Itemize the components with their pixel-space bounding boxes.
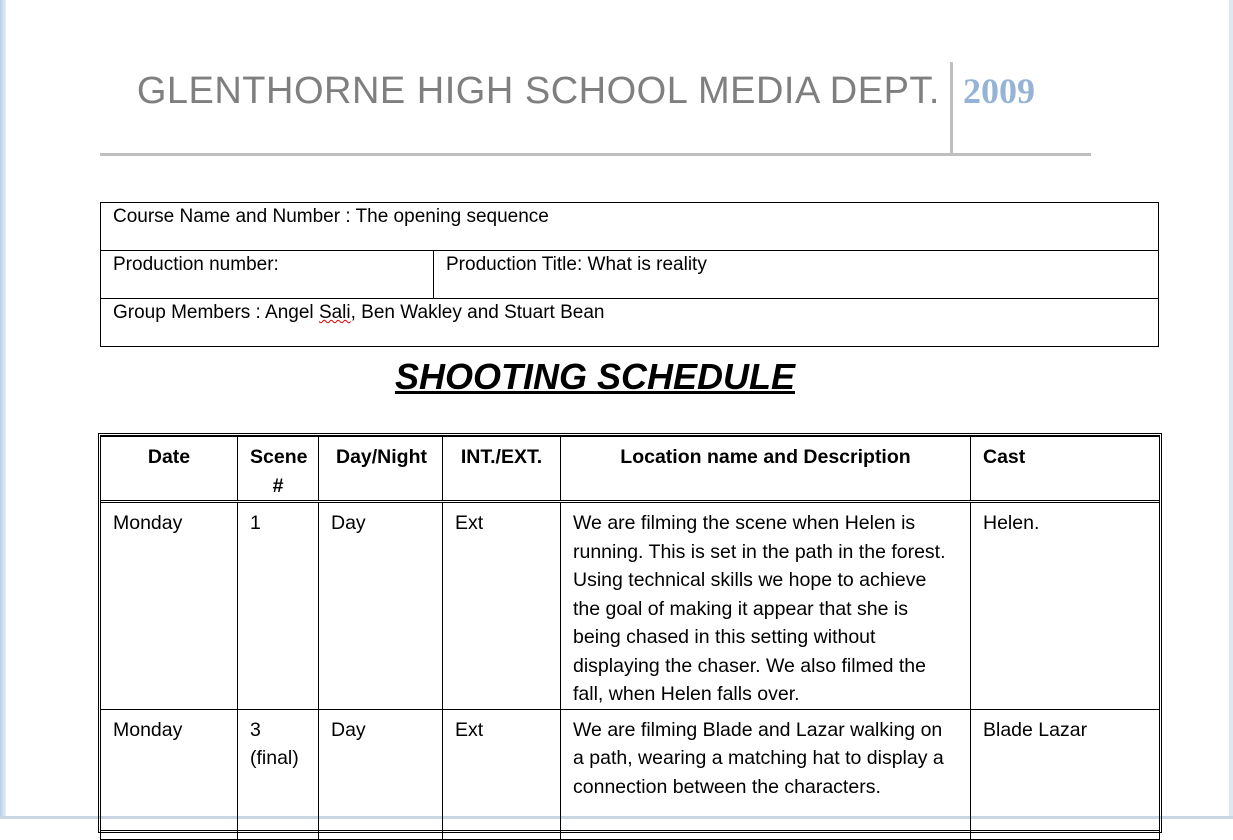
cell-day-night[interactable]: Day (319, 709, 443, 839)
group-members-suffix: , Ben Wakley and Stuart Bean (350, 302, 605, 323)
col-header-location: Location name and Description (561, 437, 971, 502)
course-name-cell[interactable]: Course Name and Number : The opening sequence (101, 203, 1159, 251)
window-left-edge (0, 0, 6, 819)
production-row (101, 251, 1159, 299)
group-members-cell[interactable] (101, 299, 1159, 347)
cell-scene[interactable]: 1 (238, 502, 319, 710)
course-info-table (100, 202, 1159, 347)
cell-date[interactable]: Monday (101, 502, 238, 710)
table-row (101, 502, 1160, 710)
schedule-title: SHOOTING SCHEDULE (394, 356, 796, 397)
cell-location[interactable]: We are filming the scene when Helen is running. This is set in the path in the forest. Using technical skills we hope to achieve the goal of making it appear that she is being chased in this setting without displaying the chaser. We also filmed the fall, when Helen falls over. (561, 502, 971, 710)
cell-location[interactable]: We are filming Blade and Lazar walking on a path, wearing a matching hat to display a connection between the characters. (561, 709, 971, 839)
header-title: GLENTHORNE HIGH SCHOOL MEDIA DEPT. (136, 70, 940, 112)
col-header-day-night: Day/Night (319, 437, 443, 502)
cell-int-ext[interactable]: Ext (443, 502, 561, 710)
cell-int-ext[interactable]: Ext (443, 709, 561, 839)
col-header-int-ext: INT./EXT. (443, 437, 561, 502)
cell-cast[interactable]: Helen. (971, 502, 1160, 710)
production-title-cell[interactable]: Production Title: What is reality (434, 251, 1159, 299)
group-row (101, 299, 1159, 347)
cell-cast[interactable]: Blade Lazar (971, 709, 1160, 839)
col-header-date: Date (101, 437, 238, 502)
shooting-schedule-table (100, 436, 1160, 840)
header-rule (100, 153, 1091, 156)
col-header-cast: Cast (971, 437, 1160, 502)
cell-day-night[interactable]: Day (319, 502, 443, 710)
misspelled-word[interactable]: Sali (318, 302, 351, 323)
header-divider (950, 62, 953, 154)
table-row (101, 709, 1160, 839)
table-header-row (101, 437, 1160, 502)
production-number-cell[interactable]: Production number: (101, 251, 434, 299)
cell-date[interactable]: Monday (101, 709, 238, 839)
header-year: 2009 (963, 71, 1035, 111)
group-members-prefix: Group Members : Angel (113, 302, 319, 323)
course-row (101, 203, 1159, 251)
window-right-edge (1229, 0, 1233, 819)
col-header-scene: Scene # (238, 437, 319, 502)
cell-scene[interactable]: 3 (final) (238, 709, 319, 839)
